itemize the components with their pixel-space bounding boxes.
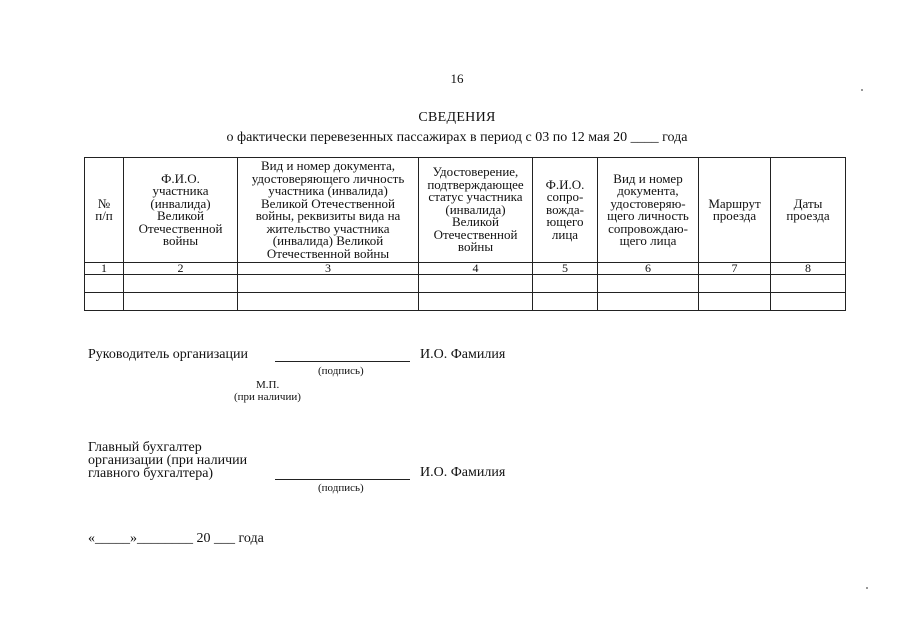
table-cell [419,275,533,293]
table-cell [699,293,771,311]
header-cell-route: Маршрут проезда [699,158,771,263]
table-row [85,293,846,311]
accountant-signature-line [275,479,410,480]
table-header-row [85,158,846,263]
table-cell [533,293,598,311]
stamp-label: М.П. [256,379,280,391]
table-cell [598,293,699,311]
column-number: 2 [124,263,238,275]
table-cell [419,293,533,311]
document-subtitle: о фактически перевезенных пассажирах в период с 03 по 12 мая 20 ____ года [226,130,688,145]
column-number: 1 [85,263,124,275]
table-cell [699,275,771,293]
table-cell [238,293,419,311]
column-number: 7 [699,263,771,275]
header-cell-participant-document: Вид и номер документа, удостоверяющего личность участника (инвалида) Великой Отечественной войны, реквизиты вида на жительство участника (инвалида) Великой Отечественной войны [238,158,419,263]
column-number: 5 [533,263,598,275]
date-line: «_____»________ 20 ___ года [88,531,264,546]
header-cell-companion-name: Ф.И.О. сопро- вожда- ющего лица [533,158,598,263]
header-cell-companion-document: Вид и номер документа, удостоверяю- щего личность сопровождаю- щего лица [598,158,699,263]
head-signature-caption: (подпись) [318,365,364,377]
stamp-note: (при наличии) [234,391,301,403]
column-number-row [85,263,846,275]
header-cell-participant-name: Ф.И.О. участника (инвалида) Великой Отечественной войны [124,158,238,263]
head-signature-line [275,361,410,362]
accountant-name: И.О. Фамилия [420,465,506,480]
head-label: Руководитель организации [88,347,248,362]
table-cell [238,275,419,293]
table-cell [85,275,124,293]
table-cell [124,275,238,293]
scan-speck [866,587,868,589]
table-cell [771,275,846,293]
scan-speck [861,89,863,91]
column-number: 3 [238,263,419,275]
accountant-label: Главный бухгалтер организации (при наличии главного бухгалтера) [88,440,248,481]
accountant-signature-caption: (подпись) [318,482,364,494]
header-cell-number: № п/п [85,158,124,263]
document-title: СВЕДЕНИЯ [418,110,496,125]
head-name: И.О. Фамилия [420,347,506,362]
table-cell [598,275,699,293]
table-cell [124,293,238,311]
column-number: 4 [419,263,533,275]
table-cell [533,275,598,293]
table-cell [85,293,124,311]
header-cell-status-certificate: Удостоверение, подтверждающее статус участника (инвалида) Великой Отечественной войны [419,158,533,263]
column-number: 8 [771,263,846,275]
data-table [84,157,846,311]
table-cell [771,293,846,311]
header-cell-dates: Даты проезда [771,158,846,263]
page-number: 16 [450,71,464,86]
table-row [85,275,846,293]
column-number: 6 [598,263,699,275]
